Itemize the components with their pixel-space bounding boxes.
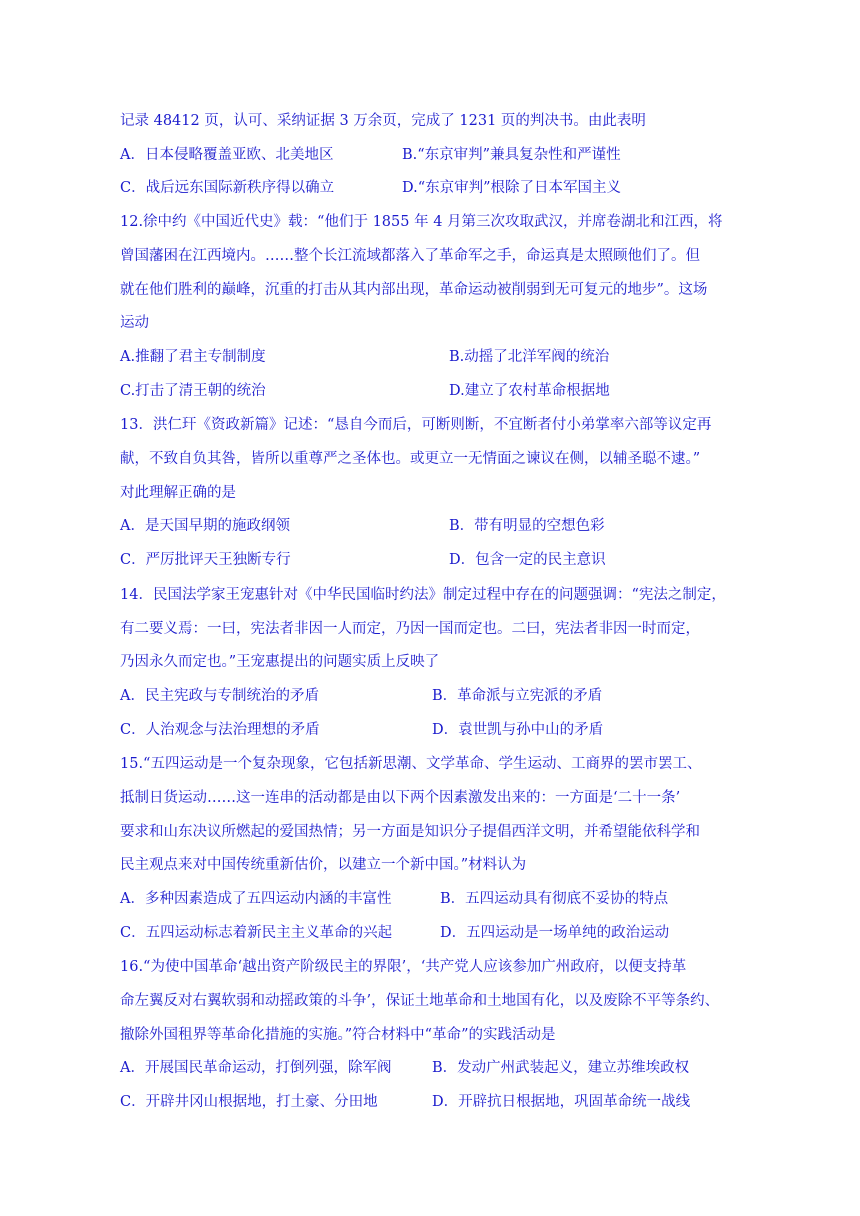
question-stem-line: 抵制日货运动……这一连串的活动都是由以下两个因素激发出来的：一方面是‘二十一条’ [120,790,681,806]
option-d: D.“东京审判”根除了日本军国主义 [402,180,622,196]
option-c: C．严厉批评天王独断专行 [120,552,291,568]
question-stem-line: 13．洪仁玕《资政新篇》记述：“恳自今而后，可断则断，不宜断者付小弟掌率六部等议定再 [120,417,712,433]
option-b: B．革命派与立宪派的矛盾 [432,688,603,704]
question-stem-line: 献，不致自负其咎，皆所以重尊严之圣体也。或更立一无情面之谏议在侧，以辅圣聪不逮。” [120,451,701,467]
question-stem-line: 15.“五四运动是一个复杂现象，它包括新思潮、文学革命、学生运动、工商界的罢市罢工、 [120,756,702,772]
option-a: A．开展国民革命运动，打倒列强，除军阀 [120,1060,392,1076]
question-stem-line: 乃因永久而定也。”王宠惠提出的问题实质上反映了 [120,654,440,670]
option-a: A．是天国早期的施政纲领 [120,518,290,534]
option-a: A．民主宪政与专制统治的矛盾 [120,688,319,704]
option-b: B.动摇了北洋军阀的统治 [449,349,610,365]
option-a: A.推翻了君主专制制度 [120,349,266,365]
question-stem-line: 12.徐中约《中国近代史》载：“他们于 1855 年 4 月第三次攻取武汉，并席卷湖北和江西，将 [120,214,723,230]
option-c: C．人治观念与法治理想的矛盾 [120,722,320,738]
intro-line: 记录 48412 页，认可、采纳证据 3 万余页，完成了 1231 页的判决书。由此表明 [120,113,646,129]
question-stem-line: 要求和山东决议所燃起的爱国热情；另一方面是知识分子提倡西洋文明，并希望能依科学和 [120,824,700,840]
question-stem-line: 民主观点来对中国传统重新估价，以建立一个新中国。”材料认为 [120,857,527,873]
option-b: B．五四运动具有彻底不妥协的特点 [440,891,669,907]
question-stem-line: 运动 [120,315,149,331]
option-c: C．五四运动标志着新民主主义革命的兴起 [120,925,393,941]
question-stem-line: 命左翼反对右翼软弱和动摇政策的斗争’，保证土地革命和土地国有化，以及废除不平等条约、 [120,993,720,1009]
question-stem-line: 就在他们胜利的巅峰，沉重的打击从其内部出现，革命运动被削弱到无可复元的地步”。这场 [120,282,708,298]
option-c: C．开辟井冈山根据地，打土豪、分田地 [120,1094,378,1110]
option-c: C.打击了清王朝的统治 [120,383,266,399]
option-d: D．五四运动是一场单纯的政治运动 [440,925,670,941]
question-stem-line: 有二要义焉：一曰，宪法者非因一人而定，乃因一国而定也。二曰，宪法者非因一时而定， [120,621,700,637]
question-stem-line: 14．民国法学家王宠惠针对《中华民国临时约法》制定过程中存在的问题强调：“宪法之制定， [120,587,726,603]
option-a: A．日本侵略覆盖亚欧、北美地区 [120,147,334,163]
question-stem-line: 曾国藩困在江西境内。……整个长江流域都落入了革命军之手，命运真是太照顾他们了。但 [120,248,700,264]
option-d: D．包含一定的民主意识 [449,552,606,568]
option-b: B．发动广州武装起义，建立苏维埃政权 [432,1060,690,1076]
option-c: C．战后远东国际新秩序得以确立 [120,180,335,196]
question-stem-line: 撤除外国租界等革命化措施的实施。”符合材料中“革命”的实践活动是 [120,1027,556,1043]
question-stem-line: 16.“为使中国革命‘越出资产阶级民主的界限’，‘共产党人应该参加广州政府，以便支持革 [120,959,687,975]
option-a: A．多种因素造成了五四运动内涵的丰富性 [120,891,392,907]
option-b: B．带有明显的空想色彩 [449,518,605,534]
option-d: D.建立了农村革命根据地 [449,383,610,399]
option-d: D．袁世凯与孙中山的矛盾 [432,722,604,738]
option-d: D．开辟抗日根据地，巩固革命统一战线 [432,1094,691,1110]
question-stem-line: 对此理解正确的是 [120,485,236,501]
option-b: B.“东京审判”兼具复杂性和严谨性 [402,147,621,163]
